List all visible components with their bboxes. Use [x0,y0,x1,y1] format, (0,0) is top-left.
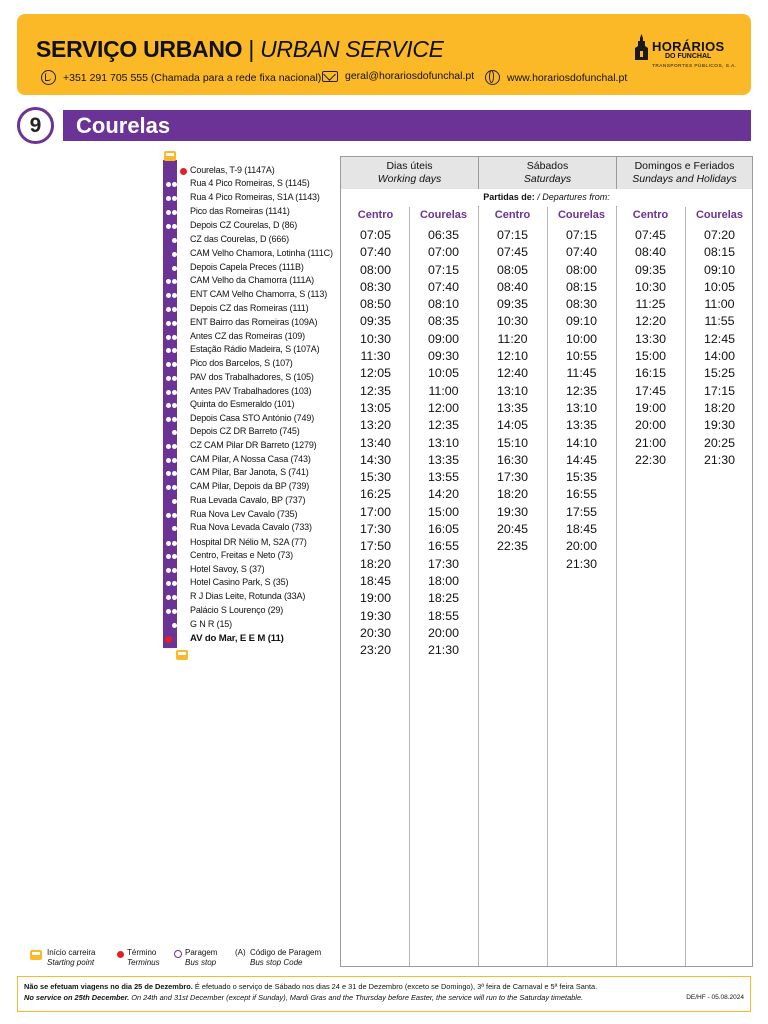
stop-dot [166,335,171,340]
departure-time: 14:30 [359,452,391,467]
group-saturdays-en: Saturdays [523,173,572,185]
legend-code-pt: Código de Paragem [250,948,322,957]
departure-time: 17:30 [496,470,528,485]
departure-time: 18:45 [565,522,597,537]
stop-label: Estação Rádio Madeira, S (107A) [190,344,320,354]
stop-dot [172,485,177,490]
departure-time: 13:30 [634,331,666,346]
departure-time: 16:25 [359,487,391,502]
departure-time: 20:30 [359,625,391,640]
stop-dot [172,403,177,408]
stop-label: CAM Velho da Chamorra (111A) [190,275,315,285]
legend-start [47,948,95,968]
stop-dot [172,390,177,395]
stop-dot [166,541,171,546]
departure-time: 15:00 [427,504,459,519]
stop-dot [166,293,171,298]
departure-time: 11:00 [428,383,459,398]
departure-time: 12:00 [427,400,459,415]
departure-time: 19:00 [634,400,666,415]
departure-time: 10:00 [565,331,597,346]
group-saturdays [479,157,616,189]
stop-dot [166,471,171,476]
departure-time: 12:35 [565,383,597,398]
stop-dot [172,279,177,284]
terminus-dot [180,168,187,175]
stop-dot [166,390,171,395]
departure-time: 17:30 [359,522,391,537]
departure-time: 16:30 [496,452,528,467]
stop-dot [172,568,177,573]
stop-dot [172,376,177,381]
departures-pt: Partidas de: [483,192,535,202]
departure-time: 12:10 [496,349,528,364]
departure-time: 07:15 [496,228,528,242]
stop-label: CZ CAM Pilar DR Barreto (1279) [190,440,317,450]
stop-dot [166,210,171,215]
departure-time: 14:45 [565,452,597,467]
stop-dot [166,595,171,600]
weekday-courelas-column [409,227,478,659]
legend-terminus-icon [117,951,124,958]
stop-label: Hotel Casino Park, S (35) [190,577,289,587]
departure-time: 07:40 [427,279,459,294]
stop-dot [166,321,171,326]
website-contact[interactable] [485,70,627,85]
logo-line-2: DO FUNCHAL [665,53,712,60]
stop-label: Rua 4 Pico Romeiras, S (1145) [190,178,310,188]
email-contact[interactable] [322,70,474,82]
departure-time: 21:30 [565,556,597,571]
title-pt: SERVIÇO URBANO [36,36,243,62]
saturday-centro-column [478,227,547,556]
stop-dot [172,196,177,201]
globe-icon [485,70,500,85]
stop-dot [172,541,177,546]
departure-time: 09:10 [703,262,735,277]
stop-dot [166,568,171,573]
stop-label: Rua Nova Levada Cavalo (733) [190,522,312,532]
stop-dot [172,335,177,340]
departure-time: 06:35 [427,228,459,242]
departure-time: 17:00 [359,504,391,519]
stop-dot [172,444,177,449]
departure-time: 07:05 [359,228,391,242]
departure-time: 17:30 [427,556,459,571]
departure-time: 18:20 [359,556,391,571]
departure-time: 18:55 [427,608,459,623]
departure-time: 19:30 [496,504,528,519]
stop-label: Rua Levada Cavalo, BP (737) [190,495,306,505]
group-weekdays [341,157,478,189]
group-sundays [617,157,752,189]
logo-line-1: HORÁRIOS [652,39,725,54]
stop-dot [166,485,171,490]
departure-time: 15:00 [634,349,666,364]
phone-number: +351 291 705 555 (Chamada para a rede fixa nacional) [63,71,322,84]
weekday-centro-column [341,227,410,659]
document-code: DE/HF - 05.08.2024 [686,994,744,1001]
website-url: www.horariosdofunchal.pt [507,71,628,84]
stop-dot [172,266,177,271]
stop-dot [166,458,171,463]
departure-time: 11:25 [635,297,666,312]
departure-time: 11:45 [566,366,597,381]
stop-dot [166,609,171,614]
departure-time: 19:30 [359,608,391,623]
departure-time: 22:35 [496,539,528,554]
legend-start-en: Starting point [47,958,95,967]
departure-time: 13:10 [427,435,459,450]
departures-en: / Departures from: [537,192,610,202]
departure-time: 15:30 [359,470,391,485]
departure-time: 16:05 [427,522,459,537]
stop-label: Quinta do Esmeraldo (101) [190,399,295,409]
departure-time: 17:50 [359,539,391,554]
col-header-courelas: Courelas [695,209,744,221]
departure-time: 19:30 [703,418,735,433]
legend-code-mark: (A) [235,948,246,957]
stop-dot [166,554,171,559]
timetable [340,156,753,967]
departure-time: 08:05 [496,262,528,277]
departure-time: 12:45 [703,331,735,346]
departure-time: 08:40 [634,245,666,260]
departure-time: 22:30 [634,452,666,467]
departure-time: 07:45 [496,245,528,260]
terminus-dot [165,636,172,643]
stop-dot [172,458,177,463]
logo-line-3: TRANSPORTES PÚBLICOS, S.A. [652,63,737,68]
col-header-centro: Centro [357,209,394,221]
departure-time: 18:20 [496,487,528,502]
departure-time: 13:05 [359,400,391,415]
departure-time: 20:45 [496,522,528,537]
departure-time: 07:45 [634,228,666,242]
departure-time: 08:10 [427,297,459,312]
stop-dot [166,348,171,353]
footer-line-2-rest: On 24th and 31st December (except if Sunday), Mardi Gras and the Thursday before Easter, the service will run to the Saturday timetable. [129,993,584,1002]
stop-dot [172,554,177,559]
departure-time: 15:10 [496,435,528,450]
email-address: geral@horariosdofunchal.pt [345,70,475,82]
company-logo [635,26,745,82]
stop-label: Antes CZ das Romeiras (109) [190,331,305,341]
departure-time: 08:00 [565,262,597,277]
departure-time: 10:30 [634,279,666,294]
departure-time: 13:55 [427,470,459,485]
footer-notice [17,976,751,1012]
stop-label: CAM Pilar, A Nossa Casa (743) [190,454,311,464]
stop-label: Rua Nova Lev Cavalo (735) [190,509,298,519]
title-separator: | [248,36,255,62]
legend-code [250,948,321,968]
departure-time: 12:05 [359,366,391,381]
stop-label: Depois CZ das Romeiras (111) [190,303,309,313]
stop-dot [172,581,177,586]
stop-dot [172,471,177,476]
departure-time: 09:35 [496,297,528,312]
departure-time: 11:00 [704,297,735,312]
departure-time: 09:00 [427,331,459,346]
departure-time: 08:15 [565,279,597,294]
departure-time: 13:10 [496,383,528,398]
departure-time: 07:15 [427,262,459,277]
departure-time: 20:00 [634,418,666,433]
stop-dot [166,362,171,367]
departure-time: 23:20 [359,643,391,658]
departure-time: 13:35 [565,418,597,433]
departure-time: 12:40 [496,366,528,381]
stop-dot [172,595,177,600]
departure-time: 09:35 [359,314,391,329]
stop-label: ENT Bairro das Romeiras (109A) [190,317,318,327]
legend-bus-icon [30,950,42,960]
departure-time: 16:55 [565,487,597,502]
departure-time: 07:40 [565,245,597,260]
col-header-courelas: Courelas [419,209,468,221]
group-weekdays-pt: Dias úteis [386,160,433,172]
stop-dot [166,307,171,312]
stop-dot [172,499,177,504]
departure-time: 18:25 [427,591,459,606]
departure-time: 08:00 [359,262,391,277]
route-number-badge: 9 [17,107,54,144]
departure-time: 09:35 [634,262,666,277]
departure-time: 20:25 [703,435,735,450]
stop-dot [166,196,171,201]
stop-dot [172,293,177,298]
departure-time: 16:55 [427,539,459,554]
stop-dot [172,252,177,257]
stop-dot [172,321,177,326]
legend-start-pt: Início carreira [47,948,96,957]
stop-label: Depois Capela Preces (111B) [190,262,304,272]
departure-time: 18:20 [703,400,735,415]
departure-time: 08:50 [359,297,391,312]
departure-time: 08:15 [703,245,735,260]
stop-dot [172,307,177,312]
col-header-courelas: Courelas [557,209,606,221]
departure-time: 08:35 [427,314,459,329]
stop-label: Rua 4 Pico Romeiras, S1A (1143) [190,192,320,202]
footer-line-1-bold: Não se efetuam viagens no dia 25 de Dezembro. [24,982,193,991]
stop-dot [172,210,177,215]
departure-time: 17:15 [703,383,735,398]
title-en: URBAN SERVICE [260,36,444,62]
stop-dot [172,623,177,628]
departure-time: 08:30 [565,297,597,312]
stop-dot [172,417,177,422]
legend-terminus-pt: Término [127,948,157,957]
legend-terminus [127,948,160,968]
departure-time: 10:30 [496,314,528,329]
stop-dot [172,513,177,518]
footer-line-2-bold: No service on 25th December. [24,993,130,1002]
departure-time: 17:45 [634,383,666,398]
departure-time: 09:10 [565,314,597,329]
departures-row [341,189,752,206]
departure-time: 21:30 [427,643,459,658]
stop-label: CAM Pilar, Depois da BP (739) [190,481,310,491]
departure-time: 13:35 [496,400,528,415]
col-header-centro: Centro [494,209,531,221]
stop-dot [166,224,171,229]
stop-label: ENT CAM Velho Chamorra, S (113) [190,289,328,299]
stop-label: G N R (15) [190,619,233,629]
stop-dot [166,403,171,408]
stop-label: Depois Casa STO António (749) [190,413,315,423]
stop-label: Palácio S Lourenço (29) [190,605,284,615]
tower-icon [635,34,648,60]
stop-label: Hospital DR Nélio M, S2A (77) [190,537,307,547]
stop-dot [166,182,171,187]
group-sundays-pt: Domingos e Feriados [634,160,735,172]
stop-dot [166,279,171,284]
legend-code-en: Bus stop Code [250,958,303,967]
stop-dot [166,417,171,422]
departure-time: 17:55 [565,504,597,519]
departure-time: 15:35 [565,470,597,485]
stops-list [0,0,340,680]
departure-time: 09:30 [427,349,459,364]
departure-time: 13:35 [427,452,459,467]
route-name: Courelas [76,113,171,138]
departure-time: 12:35 [427,418,459,433]
stop-dot [166,581,171,586]
sunday-courelas-column [685,227,754,469]
departure-time: 10:55 [565,349,597,364]
departure-time: 11:55 [704,314,735,329]
departure-time: 10:05 [703,279,735,294]
stop-dot [172,362,177,367]
sunday-centro-column [616,227,685,469]
stop-dot [172,182,177,187]
departure-time: 11:30 [360,349,391,364]
footer-line-2 [24,993,583,1002]
footer-line-1-rest: É efetuado o serviço de Sábado nos dias 24 e 31 de Dezembro (exceto se Domingo), 3ª feira de Carnaval e 5ª feira Santa. [192,982,598,991]
departure-time: 21:00 [634,435,666,450]
departure-time: 08:30 [359,279,391,294]
legend-stop-icon [174,950,182,958]
legend-stop [185,948,217,968]
saturday-courelas-column [547,227,616,573]
stop-label: Centro, Freitas e Neto (73) [190,550,293,560]
legend-terminus-en: Terminus [127,958,160,967]
departure-time: 18:00 [427,573,459,588]
stop-label: Depois CZ DR Barreto (745) [190,426,300,436]
stop-dot [172,348,177,353]
departure-time: 10:05 [427,366,459,381]
stop-label: Pico dos Barcelos, S (107) [190,358,293,368]
departure-time: 07:40 [359,245,391,260]
departure-time: 14:10 [565,435,597,450]
stop-label: CZ das Courelas, D (666) [190,234,289,244]
departure-time: 12:35 [359,383,391,398]
stop-dot [166,444,171,449]
departure-time: 15:25 [703,366,735,381]
departure-time: 21:30 [703,452,735,467]
departure-time: 20:00 [565,539,597,554]
footer-line-1 [24,982,597,991]
group-weekdays-en: Working days [377,173,442,185]
legend-stop-pt: Paragem [185,948,218,957]
stop-dot [166,376,171,381]
stop-dot [166,513,171,518]
stop-label: R J Dias Leite, Rotunda (33A) [190,591,306,601]
departure-time: 14:05 [496,418,528,433]
departure-time: 07:20 [703,228,735,242]
departure-time: 08:40 [496,279,528,294]
departure-time: 13:40 [359,435,391,450]
departure-time: 13:10 [565,400,597,415]
departure-time: 11:20 [497,331,528,346]
legend-stop-en: Bus stop [185,958,217,967]
stop-dot [172,430,177,435]
stop-dot [172,224,177,229]
departure-time: 14:00 [703,349,735,364]
departure-time: 16:15 [634,366,666,381]
stop-label: Antes PAV Trabalhadores (103) [190,386,312,396]
departure-time: 18:45 [359,573,391,588]
stop-dot [172,526,177,531]
stop-label: Pico das Romeiras (1141) [190,206,290,216]
departure-time: 19:00 [359,591,391,606]
departure-time: 14:20 [427,487,459,502]
stop-label: Hotel Savoy, S (37) [190,564,265,574]
departure-time: 20:00 [427,625,459,640]
departure-time: 07:00 [427,245,459,260]
group-saturdays-pt: Sábados [526,160,569,172]
departure-time: 07:15 [565,228,597,242]
departure-time: 12:20 [634,314,666,329]
stop-label: AV do Mar, E E M (11) [190,633,284,644]
stop-dot [172,238,177,243]
stop-dot [172,609,177,614]
stop-label: PAV dos Trabalhadores, S (105) [190,372,314,382]
stop-label: Depois CZ Courelas, D (86) [190,220,298,230]
stop-label: CAM Velho Chamora, Lotinha (111C) [190,248,333,258]
group-sundays-en: Sundays and Holidays [632,173,737,185]
departure-time: 13:20 [359,418,391,433]
stop-label: Courelas, T-9 (1147A) [190,165,275,175]
departure-time: 10:30 [359,331,391,346]
stop-label: CAM Pilar, Bar Janota, S (741) [190,467,309,477]
col-header-centro: Centro [632,209,669,221]
